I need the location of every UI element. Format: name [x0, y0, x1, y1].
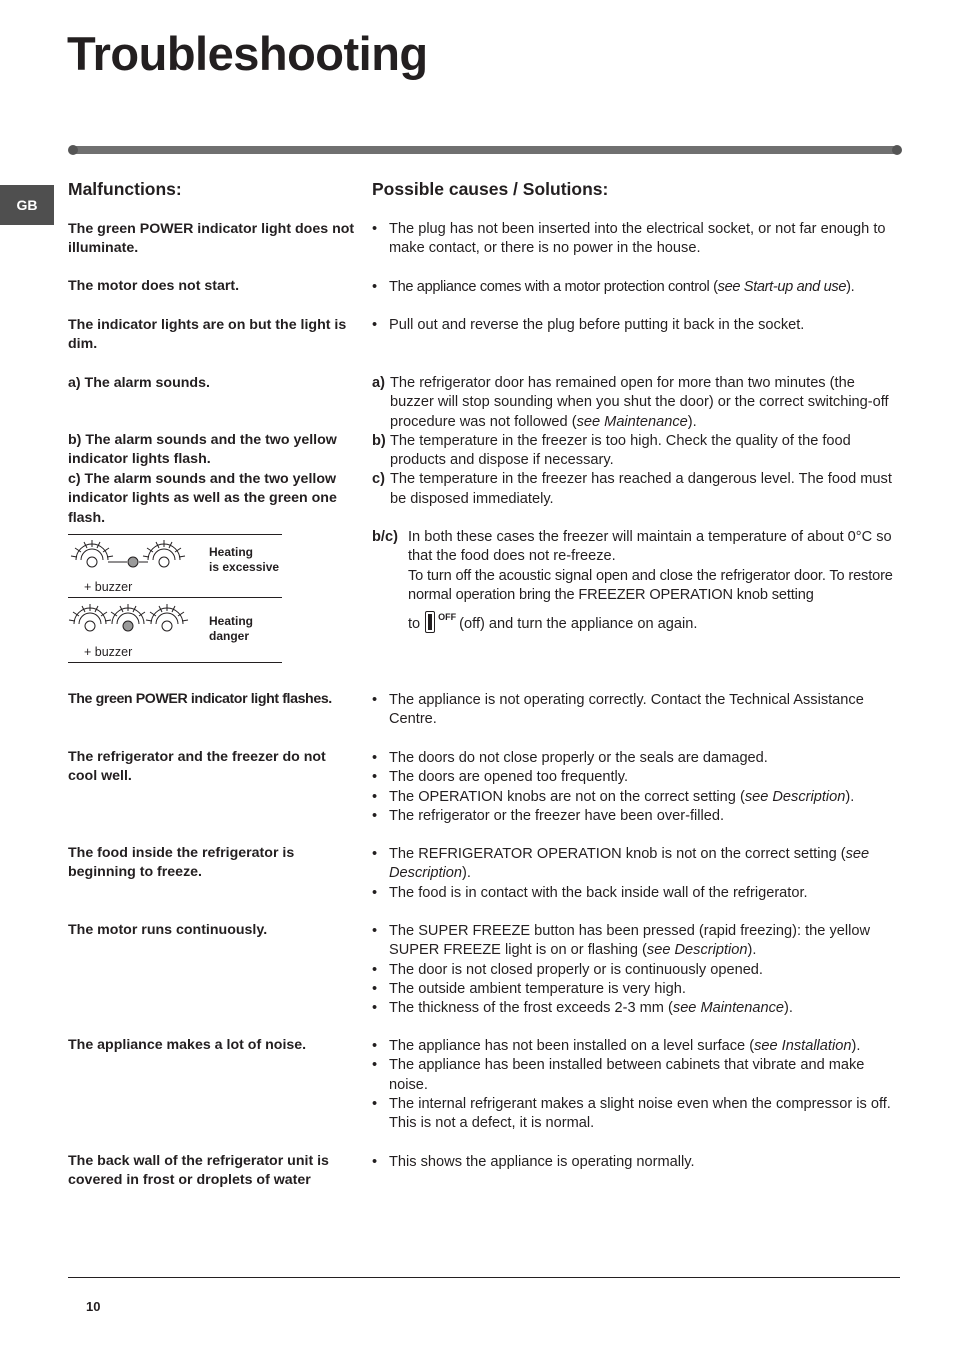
indicator-lights-figure — [68, 534, 282, 664]
footer-divider — [68, 1277, 900, 1278]
solution-alarm — [372, 374, 902, 509]
malfunction-motor-start: The motor does not start. — [68, 278, 240, 294]
malfunction-noise: The appliance makes a lot of noise. — [68, 1037, 307, 1053]
solution-item: • The appliance is not operating correctly. Contact the Technical Assistance Centre. — [372, 692, 864, 728]
figure-bottom-line — [68, 662, 282, 663]
solution-food-freezing — [372, 845, 902, 903]
solution-item: • The appliance comes with a motor protection control (see Start-up and use). — [372, 279, 855, 295]
malfunctions-heading: Malfunctions: — [68, 179, 182, 199]
figure-caption-danger: Heating danger — [209, 614, 254, 643]
solution-cooling — [372, 749, 902, 826]
solution-alarm-a: a) The refrigerator door has remained open for more than two minutes (the buzzer will stop sounding when you shut the door) or the correct switching-off procedure was not followed (see Maintenance). — [372, 375, 889, 430]
solution-item: • The appliance has not been installed on a level surface (see Installation). — [372, 1038, 861, 1054]
title-divider — [70, 146, 900, 154]
malfunction-alarm-b: b) The alarm sounds and the two yellow indicator lights flash. — [68, 432, 337, 468]
malfunction-alarm-a: a) The alarm sounds. — [68, 375, 210, 391]
page-title: Troubleshooting — [67, 27, 428, 80]
solution-motor-start — [372, 278, 902, 297]
solution-item: • The SUPER FREEZE button has been pressed (rapid freezing): the yellow SUPER FREEZE light is on or flashing (see Description). — [372, 923, 871, 959]
indicator-lights-excessive-icon — [68, 538, 208, 574]
malfunction-power-light: The green POWER indicator light does not illuminate. — [68, 221, 355, 257]
solution-item: • The refrigerator or the freezer have been over-filled. — [372, 807, 725, 824]
solution-item: • This shows the appliance is operating normally. — [372, 1154, 695, 1170]
malfunction-cooling: The refrigerator and the freezer do not cool well. — [68, 749, 326, 785]
solution-item: • The doors do not close properly or the seals are damaged. — [372, 750, 768, 766]
solution-item: • The plug has not been inserted into the electrical socket, or not far enough to make contact, or there is no power in the house. — [372, 221, 886, 257]
malfunction-back-wall-frost: The back wall of the refrigerator unit is covered in frost or droplets of water — [68, 1153, 329, 1189]
language-tab: GB — [0, 185, 54, 225]
figure-top-line — [68, 534, 282, 535]
malfunction-power-flashes: The green POWER indicator light flashes. — [68, 691, 332, 707]
solutions-heading: Possible causes / Solutions: — [372, 179, 609, 199]
malfunction-alarm-c: c) The alarm sounds and the two yellow indicator lights as well as the green one flash. — [68, 471, 337, 526]
solution-alarm-c: c) The temperature in the freezer has reached a dangerous level. The food must be disposed immediately. — [372, 471, 892, 507]
solution-item: • The doors are opened too frequently. — [372, 769, 629, 786]
solution-power-light — [372, 220, 902, 259]
solution-back-wall-frost — [372, 1153, 902, 1172]
solution-dim-lights — [372, 316, 902, 335]
solution-alarm-b: b) The temperature in the freezer is too high. Check the quality of the food products and dispose if necessary. — [372, 432, 851, 469]
malfunction-dim-lights: The indicator lights are on but the light is dim. — [68, 317, 347, 353]
malfunction-motor-continuous: The motor runs continuously. — [68, 922, 268, 938]
page-number: 10 — [86, 1299, 101, 1314]
solution-motor-continuous — [372, 922, 902, 1018]
solution-power-flashes — [372, 691, 902, 730]
figure-buzzer-label: + buzzer — [84, 580, 133, 594]
solution-item: • The outside ambient temperature is very high. — [372, 980, 686, 997]
malfunction-food-freezing: The food inside the refrigerator is beginning to freeze. — [68, 845, 295, 881]
solution-noise — [372, 1037, 902, 1133]
solution-item: • The door is not closed properly or is continuously opened. — [372, 961, 763, 978]
solution-item: • The REFRIGERATOR OPERATION knob is not on the correct setting (see Description). — [372, 846, 870, 882]
solution-item: • Pull out and reverse the plug before putting it back in the socket. — [372, 317, 805, 333]
solution-alarm-bc: b/c) In both these cases the freezer will maintain a temperature of about 0°C so that the food does not re-freeze. To turn off the acoustic signal open and close the refrigerator door. To restore normal operation bring the FREEZER OPERATION knob setting to $^{OFF}$ (off) and turn the appliance on again. — [372, 529, 893, 633]
solution-item: • The appliance has been installed between cabinets that vibrate and make noise. — [372, 1057, 865, 1093]
figure-buzzer-label: + buzzer — [84, 645, 133, 659]
solution-item: • The thickness of the frost exceeds 2-3 mm (see Maintenance). — [372, 1000, 793, 1017]
solution-item: • The food is in contact with the back inside wall of the refrigerator. — [372, 884, 808, 901]
figure-mid-line — [68, 597, 282, 598]
solution-item: • The internal refrigerant makes a slight noise even when the compressor is off. This is not a defect, it is normal. — [372, 1095, 891, 1132]
knob-off-icon — [425, 611, 435, 633]
solution-item: • The OPERATION knobs are not on the correct setting (see Description). — [372, 788, 855, 805]
indicator-lights-danger-icon — [68, 602, 208, 638]
figure-caption-excessive: Heating is excessive — [209, 545, 280, 574]
